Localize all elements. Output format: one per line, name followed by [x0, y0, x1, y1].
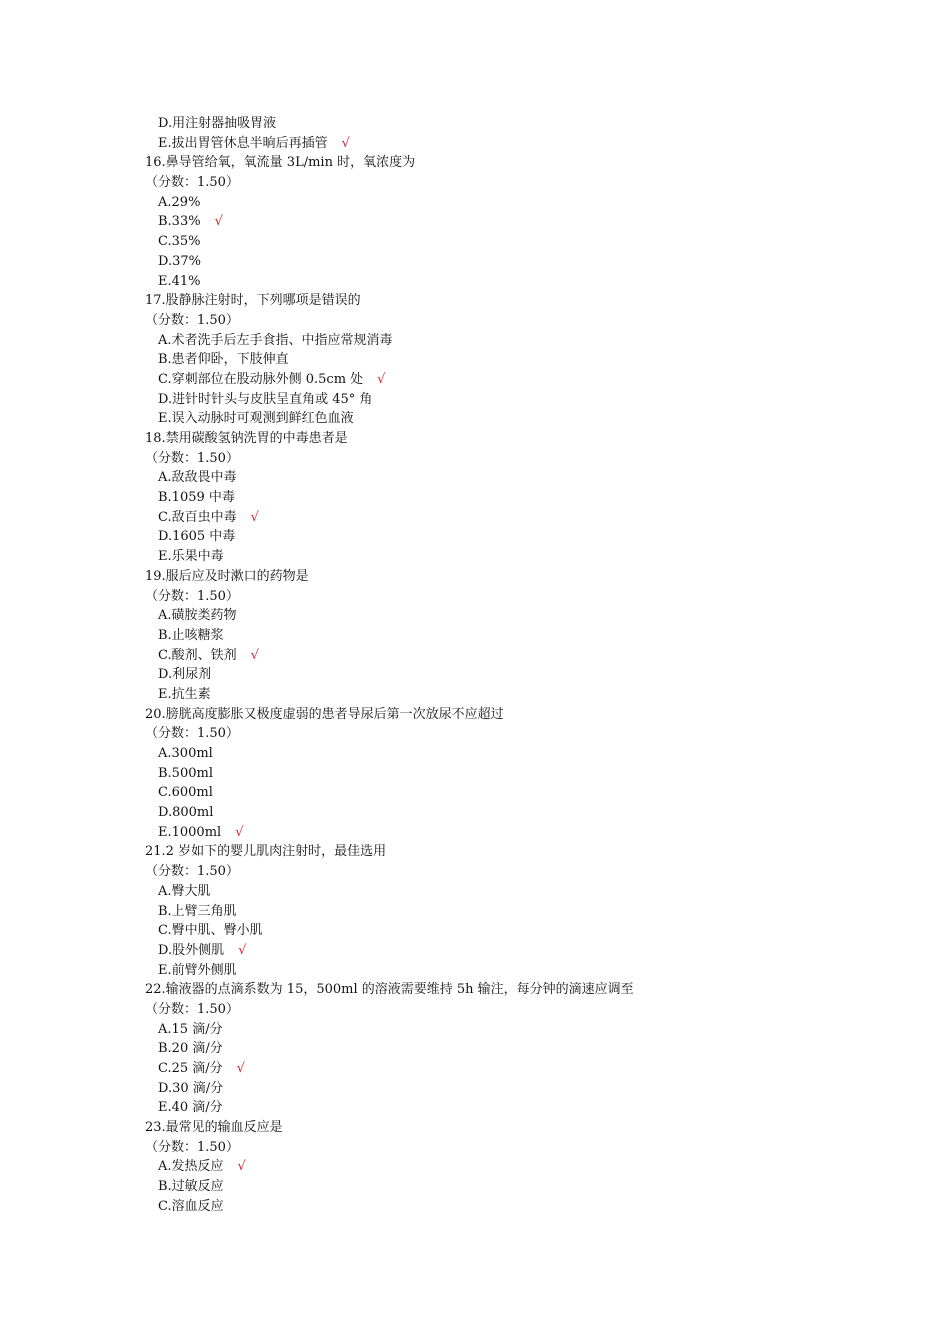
answer-option-label: A.术者洗手后左手食指、中指应常规消毒 [158, 332, 393, 348]
answer-option-label: A.300ml [158, 746, 213, 761]
answer-option [0, 488, 950, 508]
answer-option-label: B.20 滴/分 [158, 1041, 223, 1057]
answer-option [0, 1020, 950, 1040]
answer-option-label: C.溶血反应 [158, 1198, 224, 1214]
question-score [0, 1138, 950, 1158]
answer-option-label: A.磺胺类药物 [158, 608, 237, 624]
question-score [0, 311, 950, 331]
answer-option-label: E.抗生素 [158, 686, 211, 702]
answer-option [0, 1197, 950, 1217]
answer-option [0, 823, 950, 843]
answer-option-label: B.上臂三角肌 [158, 903, 237, 919]
answer-option-label: C.35% [158, 234, 201, 250]
question-score-label: （分数：1.50） [145, 450, 239, 466]
correct-check-icon: √ [238, 942, 247, 958]
answer-option [0, 390, 950, 410]
correct-check-icon: √ [237, 1159, 246, 1175]
answer-option [0, 547, 950, 567]
question-text [0, 429, 950, 449]
answer-option-label: A.臀大肌 [158, 883, 211, 899]
question-text-label: 22.输液器的点滴系数为 15，500ml 的溶液需要维持 5h 输注，每分钟的滴速应调至 [145, 982, 634, 998]
question-score [0, 587, 950, 607]
answer-option [0, 1079, 950, 1099]
question-text-label: 21.2 岁如下的婴儿肌肉注射时，最佳选用 [145, 844, 387, 860]
answer-option-label: D.用注射器抽吸胃液 [158, 116, 277, 131]
answer-option [0, 1177, 950, 1197]
question-text-label: 19.服后应及时漱口的药物是 [145, 568, 309, 584]
question-text [0, 1118, 950, 1138]
answer-option [0, 1098, 950, 1118]
answer-option-label: B.过敏反应 [158, 1179, 224, 1195]
question-score-label: （分数：1.50） [145, 312, 239, 328]
answer-option [0, 193, 950, 213]
correct-check-icon: √ [377, 371, 386, 387]
answer-option [0, 114, 950, 134]
question-score [0, 449, 950, 469]
answer-option [0, 1039, 950, 1059]
answer-option [0, 783, 950, 803]
answer-option-label: E.40 滴/分 [158, 1100, 223, 1116]
question-score-label: （分数：1.50） [145, 1139, 239, 1155]
question-text-label: 23.最常见的输血反应是 [145, 1120, 283, 1136]
answer-option [0, 527, 950, 547]
answer-option-label: C.600ml [158, 785, 213, 801]
answer-option-label: A.敌敌畏中毒 [158, 470, 237, 486]
answer-option-label: D.30 滴/分 [158, 1080, 224, 1096]
answer-option [0, 744, 950, 764]
answer-option [0, 370, 950, 390]
correct-check-icon: √ [250, 509, 259, 525]
answer-option [0, 232, 950, 252]
answer-option [0, 764, 950, 784]
question-score [0, 173, 950, 193]
answer-option-label: E.乐果中毒 [158, 549, 224, 565]
answer-option-label: A.15 滴/分 [158, 1021, 223, 1037]
question-text-label: 17.股静脉注射时，下列哪项是错误的 [145, 293, 361, 309]
question-text [0, 291, 950, 311]
answer-option [0, 961, 950, 981]
answer-option-label: C.敌百虫中毒 [158, 509, 237, 525]
answer-option-label: D.进针时针头与皮肤呈直角或 45° 角 [158, 391, 373, 407]
correct-check-icon: √ [214, 214, 223, 230]
question-text-label: 18.禁用碳酸氢钠洗胃的中毒患者是 [145, 431, 348, 446]
answer-option-label: B.止咳糖浆 [158, 627, 224, 643]
correct-check-icon: √ [250, 647, 259, 663]
answer-option [0, 685, 950, 705]
answer-option [0, 212, 950, 232]
question-score-label: （分数：1.50） [145, 726, 239, 742]
answer-option-label: B.患者仰卧，下肢伸直 [158, 352, 289, 368]
question-text [0, 567, 950, 587]
answer-option [0, 350, 950, 370]
answer-option-label: D.利尿剂 [158, 667, 212, 683]
answer-option [0, 409, 950, 429]
answer-option [0, 331, 950, 351]
answer-option [0, 626, 950, 646]
answer-option [0, 665, 950, 685]
question-score [0, 862, 950, 882]
exam-document [0, 114, 950, 1217]
question-text-label: 20.膀胱高度膨胀又极度虚弱的患者导尿后第一次放尿不应超过 [145, 706, 504, 722]
question-score [0, 724, 950, 744]
question-score-label: （分数：1.50） [145, 175, 239, 191]
answer-option [0, 252, 950, 272]
question-text [0, 705, 950, 725]
question-score-label: （分数：1.50） [145, 864, 239, 880]
answer-option-label: C.酸剂、铁剂 [158, 647, 237, 663]
correct-check-icon: √ [341, 135, 350, 151]
question-score [0, 1000, 950, 1020]
answer-option-label: D.37% [158, 253, 201, 269]
answer-option [0, 646, 950, 666]
answer-option-label: E.41% [158, 273, 201, 289]
answer-option-label: D.股外侧肌 [158, 942, 225, 958]
answer-option-label: A.发热反应 [158, 1159, 224, 1175]
answer-option-label: A.29% [158, 194, 201, 210]
answer-option [0, 134, 950, 154]
answer-option [0, 508, 950, 528]
question-score-label: （分数：1.50） [145, 1001, 239, 1017]
answer-option-label: B.33% [158, 214, 201, 230]
answer-option-label: B.1059 中毒 [158, 490, 235, 506]
answer-option-label: C.穿刺部位在股动脉外侧 0.5cm 处 [158, 371, 364, 387]
answer-option-label: E.前臂外侧肌 [158, 962, 237, 978]
answer-option [0, 941, 950, 961]
answer-option [0, 1059, 950, 1079]
answer-option [0, 921, 950, 941]
question-score-label: （分数：1.50） [145, 588, 239, 604]
answer-option [0, 902, 950, 922]
answer-option-label: C.25 滴/分 [158, 1061, 223, 1076]
answer-option [0, 882, 950, 902]
answer-option [0, 803, 950, 823]
answer-option [0, 1157, 950, 1177]
correct-check-icon: √ [235, 824, 244, 840]
answer-option-label: E.误入动脉时可观测到鲜红色血液 [158, 411, 354, 427]
answer-option-label: D.800ml [158, 805, 214, 821]
answer-option-label: C.臀中肌、臀小肌 [158, 923, 263, 939]
answer-option-label: B.500ml [158, 765, 213, 781]
question-text [0, 980, 950, 1000]
answer-option-label: E.1000ml [158, 824, 222, 840]
question-text [0, 842, 950, 862]
correct-check-icon: √ [236, 1061, 245, 1076]
answer-option [0, 468, 950, 488]
answer-option-label: E.拔出胃管休息半晌后再插管 [158, 135, 328, 151]
question-text-label: 16.鼻导管给氧，氧流量 3L/min 时，氧浓度为 [145, 155, 416, 171]
answer-option-label: D.1605 中毒 [158, 529, 236, 545]
answer-option [0, 606, 950, 626]
question-text [0, 153, 950, 173]
answer-option [0, 272, 950, 292]
